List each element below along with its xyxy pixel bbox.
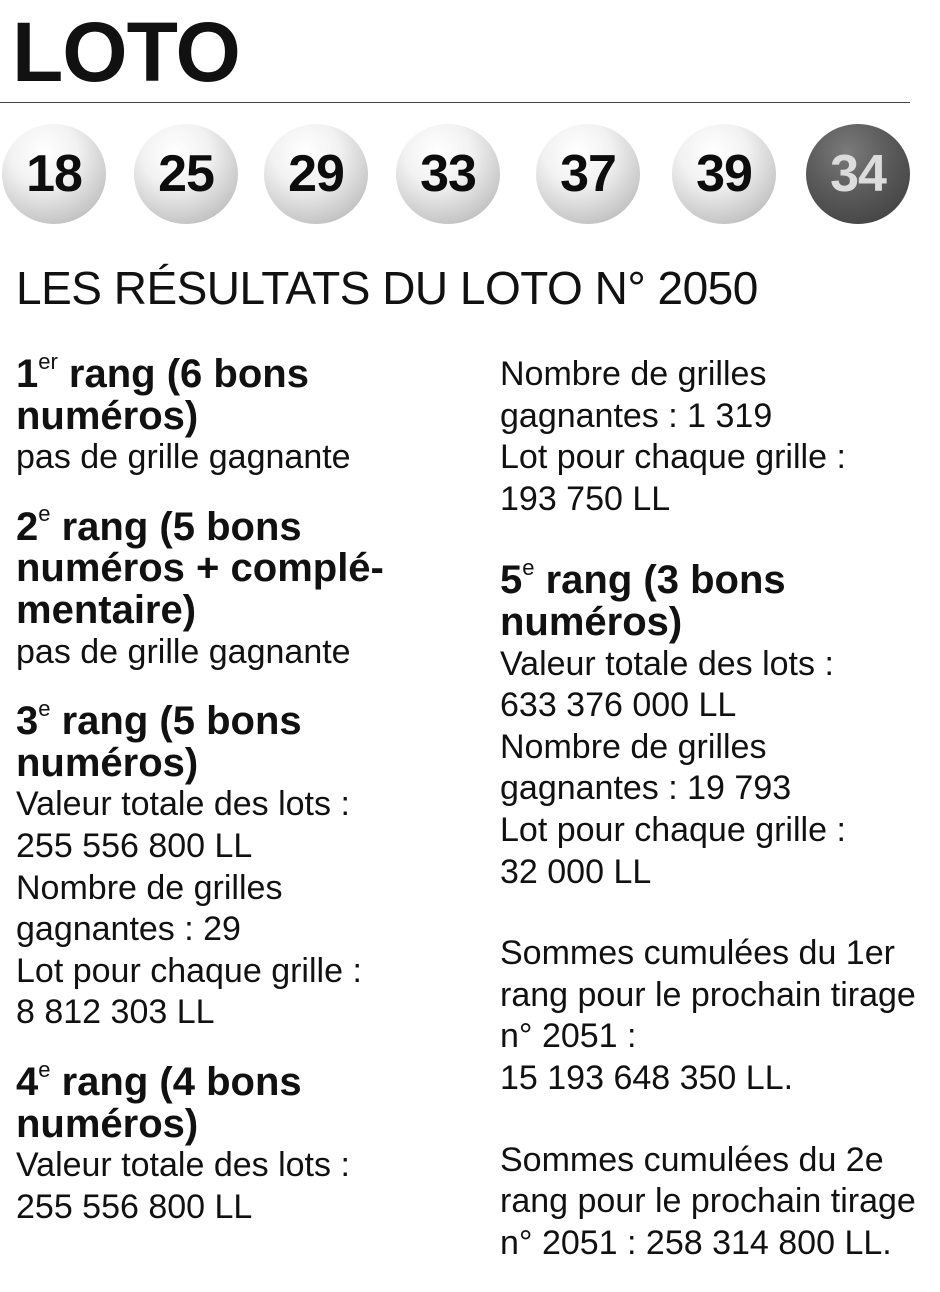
results-left-column <box>16 348 466 1256</box>
rank-3-text: 8 812 303 LL <box>16 993 215 1032</box>
rank-5-block <box>500 555 940 893</box>
rank-5-heading-cont: numéros) <box>500 599 683 644</box>
rank-3-text: Nombre de grilles <box>16 868 283 907</box>
cumulative-text: n° 2051 : <box>500 1017 637 1056</box>
results-headline: LES RÉSULTATS DU LOTO N° 2050 <box>16 262 758 314</box>
rank-4-heading-cont: numéros) <box>16 1101 199 1146</box>
rank-1-heading-cont: numéros) <box>16 393 199 438</box>
cumulative-text: rang pour le prochain tirage <box>500 975 916 1014</box>
rank-1-heading: 1er rang (6 bons <box>16 348 309 396</box>
rank-5-text: 32 000 LL <box>500 852 652 891</box>
cumulative-rank-2 <box>500 1140 940 1265</box>
rank-3-heading-cont: numéros) <box>16 740 199 785</box>
cumulative-text: Sommes cumulées du 1er <box>500 934 895 973</box>
cumulative-text: n° 2051 : 258 314 800 LL. <box>500 1223 892 1262</box>
rank-2-heading-cont: mentaire) <box>16 587 197 632</box>
rank-5-heading: 5e rang (3 bons <box>500 555 786 603</box>
rank-4-text: Nombre de grilles <box>500 355 767 393</box>
rank-4-text: gagnantes : 1 319 <box>500 396 773 435</box>
rank-4-continued <box>500 354 940 520</box>
title-divider <box>0 102 910 103</box>
rank-1-block <box>16 348 466 479</box>
rank-2-text: pas de grille gagnante <box>16 632 351 671</box>
rank-3-text: gagnantes : 29 <box>16 910 241 949</box>
rank-2-block <box>16 501 466 673</box>
ball-number: 37 <box>536 124 640 224</box>
rank-5-text: gagnantes : 19 793 <box>500 769 792 808</box>
rank-3-heading: 3e rang (5 bons <box>16 695 302 744</box>
rank-4-text: Valeur totale des lots : <box>16 1146 350 1185</box>
ball-number: 39 <box>672 124 776 224</box>
ball-number: 29 <box>264 124 368 224</box>
drawn-numbers <box>0 124 940 228</box>
rank-4-block <box>16 1056 466 1228</box>
page-title: LOTO <box>12 5 240 99</box>
rank-5-text: 633 376 000 LL <box>500 686 737 725</box>
ball-number: 33 <box>396 124 500 224</box>
rank-3-block <box>16 695 466 1034</box>
rank-5-text: Lot pour chaque grille : <box>500 810 846 849</box>
rank-4-heading: 4e rang (4 bons <box>16 1056 302 1104</box>
ball-number: 25 <box>134 124 238 224</box>
rank-5-text: Nombre de grilles <box>500 727 767 766</box>
rank-2-heading: 2e rang (5 bons <box>16 501 302 549</box>
cumulative-text: rang pour le prochain tirage <box>500 1182 916 1221</box>
rank-4-text: 193 750 LL <box>500 479 671 518</box>
ball-complementary: 34 <box>806 124 910 224</box>
rank-3-text: 255 556 800 LL <box>16 826 253 865</box>
rank-3-text: Valeur totale des lots : <box>16 785 350 824</box>
rank-1-text: pas de grille gagnante <box>16 438 351 477</box>
rank-4-text: 255 556 800 LL <box>16 1187 253 1226</box>
cumulative-rank-1 <box>500 933 940 1099</box>
rank-4-text: Lot pour chaque grille : <box>500 438 846 477</box>
rank-3-text: Lot pour chaque grille : <box>16 951 362 990</box>
rank-2-heading-cont: numéros + complé- <box>16 546 384 591</box>
ball-number: 18 <box>2 124 106 224</box>
results-right-column <box>500 354 940 1292</box>
rank-5-text: Valeur totale des lots : <box>500 644 834 683</box>
cumulative-text: 15 193 648 350 LL. <box>500 1058 794 1097</box>
cumulative-text: Sommes cumulées du 2e <box>500 1140 884 1179</box>
